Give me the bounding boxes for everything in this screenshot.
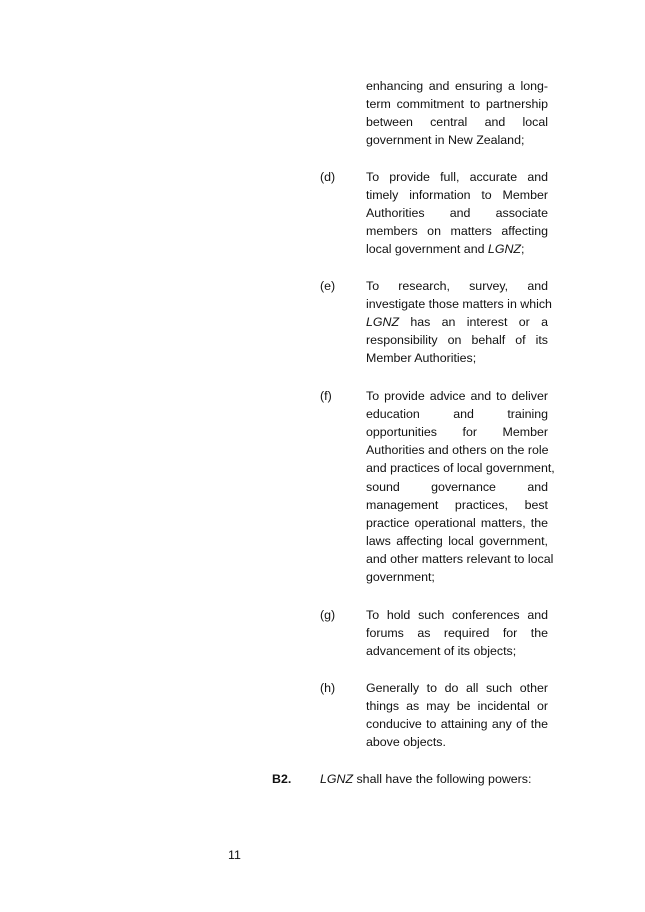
clause-b2-text — [320, 770, 531, 788]
item-f-line-8: practice operational matters, the — [366, 516, 548, 530]
item-g-line-1: To hold such conferences and — [366, 608, 548, 622]
item-e-line-3-has: has — [410, 315, 431, 329]
item-e-line-2: investigate those matters in which — [366, 297, 552, 311]
item-e-line-3-or: or — [518, 315, 530, 329]
clause-b2-rest: shall have the following powers: — [353, 772, 532, 786]
clause-b2-lgnz: LGNZ — [320, 772, 354, 786]
continuation-line-1: enhancing and ensuring a long- — [366, 79, 548, 93]
item-f-line-7: management practices, best — [366, 498, 548, 512]
continuation-line-2: term commitment to partnership — [366, 97, 548, 111]
item-g-line-3: advancement of its objects; — [366, 644, 517, 658]
item-e-line-3-interest: interest — [466, 315, 508, 329]
item-f-line-9: laws affecting local government, — [366, 534, 548, 548]
item-f-line-2: education and training — [366, 407, 548, 421]
item-label-h: (h) — [320, 681, 336, 695]
page-number: 11 — [228, 848, 241, 862]
item-e-line-4: responsibility on behalf of its — [366, 333, 548, 347]
item-f-line-6: sound governance and — [366, 480, 548, 494]
item-f-line-3: opportunities for Member — [366, 425, 548, 439]
item-e-line-3-a: a — [541, 315, 548, 329]
item-d-line-5-end: ; — [520, 242, 525, 256]
item-label-e: (e) — [320, 279, 336, 293]
item-h-line-2: things as may be incidental or — [366, 699, 548, 713]
item-h-line-4: above objects. — [366, 735, 446, 749]
continuation-line-4: government in New Zealand; — [366, 133, 525, 147]
item-f-line-1: To provide advice and to deliver — [366, 389, 548, 403]
continuation-line-3: between central and local — [366, 115, 548, 129]
item-e-line-3-an: an — [441, 315, 456, 329]
item-h-line-1: Generally to do all such other — [366, 681, 548, 695]
item-label-f: (f) — [320, 389, 332, 403]
item-e-line-3 — [366, 313, 548, 331]
item-e-line-3-lgnz: LGNZ — [366, 315, 400, 329]
item-label-g: (g) — [320, 608, 336, 622]
item-d-line-5 — [366, 240, 524, 258]
item-f-line-11: government; — [366, 570, 435, 584]
item-e-line-5: Member Authorities; — [366, 351, 477, 365]
item-e-line-1: To research, survey, and — [366, 279, 548, 293]
item-f-line-5: and practices of local government, — [366, 461, 555, 475]
item-g-line-2: forums as required for the — [366, 626, 548, 640]
item-d-line-4: members on matters affecting — [366, 224, 548, 238]
item-d-line-3: Authorities and associate — [366, 206, 548, 220]
item-f-line-10: and other matters relevant to local — [366, 552, 554, 566]
item-d-line-1: To provide full, accurate and — [366, 170, 548, 184]
item-d-line-2: timely information to Member — [366, 188, 548, 202]
item-label-d: (d) — [320, 170, 336, 184]
item-d-line-5-text: local government and — [366, 242, 488, 256]
item-f-line-4: Authorities and others on the role — [366, 443, 549, 457]
clause-number-b2: B2. — [272, 772, 292, 786]
item-d-line-5-lgnz: LGNZ — [487, 242, 521, 256]
item-h-line-3: conducive to attaining any of the — [366, 717, 548, 731]
